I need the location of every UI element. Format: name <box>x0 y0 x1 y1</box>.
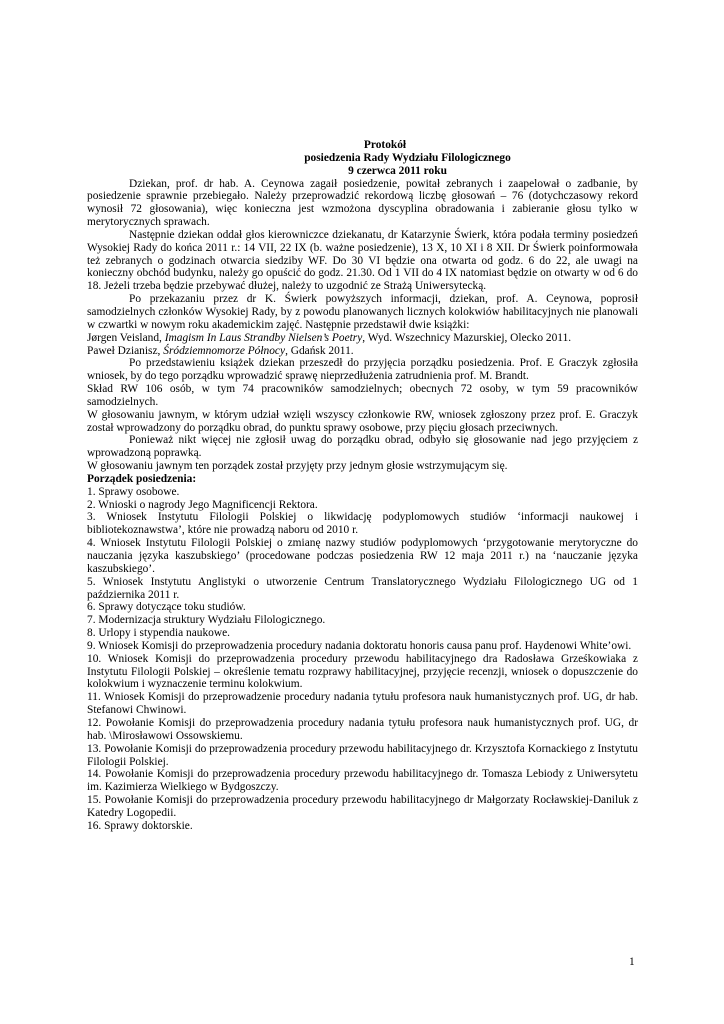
paragraph-dates: Następnie dziekan oddał głos kierowniczce dziekanatu, dr Katarzynie Świerk, która podała terminy posiedzeń Wysokiej Rady do końca 2011 r.: 14 VII, 22 IX (b. ważne posiedzenie), 13 X, 10 XI i 8 XII. Dr Świerk poinformowała też zebranych o godzinach otwarcia siedziby WF. Do 30 VI będzie ona otwarta od godz. 6 do 22, ale uwagi na konieczny obchód budynku, należy go opuścić do godz. 21.30. Od 1 VII do 4 IX natomiast będzie on otwarty w od 6 do 18. Jeżeli trzeba będzie przebywać dłużej, należy to uzgodnić ze Strażą Uniwersytecką. <box>87 228 638 293</box>
paragraph-agenda-vote: Ponieważ nikt więcej nie zgłosił uwag do porządku obrad, odbyło się głosowanie nad jego przyjęciem z wprowadzoną poprawką. <box>87 434 638 460</box>
document-title <box>87 139 638 178</box>
agenda-item: 13. Powołanie Komisji do przeprowadzenia procedury przewodu habilitacyjnego dr. Krzysztofa Kornackiego z Instytutu Filologii Polskiej. <box>87 742 638 768</box>
title-line-1: Protokół <box>363 139 407 151</box>
book-entry-2 <box>87 345 638 358</box>
paragraph-agenda-accepted: W głosowaniu jawnym ten porządek został przyjęty przy jednym głosie wstrzymującym się. <box>87 460 508 473</box>
document-page <box>87 139 638 833</box>
agenda-item: 1. Sprawy osobowe. <box>87 485 180 498</box>
book-2-details: , Gdańsk 2011. <box>285 344 354 357</box>
book-1-details: , Wyd. Wszechnicy Mazurskiej, Olecko 2011. <box>362 331 572 344</box>
book-2-author: Paweł Dzianisz, <box>87 344 161 357</box>
agenda-item: 8. Urlopy i stypendia naukowe. <box>87 627 230 640</box>
paragraph-motion: Po przedstawieniu książek dziekan przeszedł do przyjęcia porządku posiedzenia. Prof. E Graczyk zgłosiła wniosek, by do tego porządku wprowadzić sprawę nieprzedłużenia zatrudnienia prof. M. Brandt. <box>87 357 638 383</box>
paragraph-opening: Dziekan, prof. dr hab. A. Ceynowa zagaił posiedzenie, powitał zebranych i zaapelował o zadbanie, by posiedzenie sprawnie przebiegało. Należy przeprowadzić rekordową liczbę głosowań – 76 (dotychczasowy rekord wynosił 72 głosowania), więc konieczna jest wzmożona dyscyplina obradowania i zabieranie głosu tylko w merytorycznych sprawach. <box>87 177 638 229</box>
book-1-author: Jørgen Veisland, <box>87 331 162 344</box>
paragraph-books-intro: Po przekazaniu przez dr K. Świerk powyższych informacji, dziekan, prof. A. Ceynowa, poprosił samodzielnych członków Wysokiej Rady, by z powodu planowanych licznych kolokwiów habilitacyjnych nie planowali w czwartki w nowym roku akademickim zajęć. Następnie przedstawił dwie książki: <box>87 293 638 331</box>
agenda-item: 16. Sprawy doktorskie. <box>87 819 193 832</box>
agenda-heading: Porządek posiedzenia: <box>87 472 197 485</box>
agenda-item: 3. Wniosek Instytutu Filologii Polskiej o likwidację podyplomowych studiów ‘informacji naukowej i bibliotekoznawstwa’, które nie prowadzą naboru od 2010 r. <box>87 511 638 537</box>
paragraph-council-composition: Skład RW 106 osób, w tym 74 pracowników samodzielnych; obecnych 72 osoby, w tym 59 pracowników samodzielnych. <box>87 383 638 408</box>
agenda-item: 14. Powołanie Komisji do przeprowadzenia procedury przewodu habilitacyjnego dr. Tomasza Lebiody z Uniwersytetu im. Kazimierza Wielkiego w Bydgoszczy. <box>87 768 638 794</box>
agenda-item: 5. Wniosek Instytutu Anglistyki o utworzenie Centrum Translatorycznego Wydziału Filologicznego UG od 1 października 2011 r. <box>87 575 638 601</box>
agenda-item: 10. Wniosek Komisji do przeprowadzenia procedury przewodu habilitacyjnego dra Radosława Grześkowiaka z Instytutu Filologii Polskiej – określenie tematu rozprawy habilitacyjnej, przyjęcie recenzji, wniosek o dopuszczenie do kolokwium i wyznaczenie terminu kolokwium. <box>87 652 638 691</box>
agenda-item: 15. Powołanie Komisji do przeprowadzenia procedury przewodu habilitacyjnego dr Małgorzaty Rocławskiej-Daniluk z Katedry Logopedii. <box>87 794 638 819</box>
agenda-item: 2. Wnioski o nagrody Jego Magnificencji Rektora. <box>87 498 318 511</box>
agenda-list <box>87 486 638 833</box>
agenda-item: 9. Wniosek Komisji do przeprowadzenia procedury nadania doktoratu honoris causa panu prof. Haydenowi White’owi. <box>87 639 632 652</box>
page-number: 1 <box>629 956 635 968</box>
agenda-item: 7. Modernizacja struktury Wydziału Filologicznego. <box>87 614 326 627</box>
book-2-title: Śródziemnomorze Północy <box>163 344 286 357</box>
agenda-item: 4. Wniosek Instytutu Filologii Polskiej o zmianę nazwy studiów podyplomowych ‘przygotowanie merytoryczne do nauczania języka kaszubskiego’ (procedowane podczas posiedzenia RW 12 maja 2011 r.) na ‘nauczanie języka kaszubskiego’. <box>87 537 638 575</box>
agenda-item: 11. Wniosek Komisji do przeprowadzenie procedury nadania tytułu profesora nauk humanistycznych prof. UG, dr hab. Stefanowi Chwinowi. <box>87 691 638 717</box>
agenda-item: 6. Sprawy dotyczące toku studiów. <box>87 601 246 614</box>
paragraph-vote-result: W głosowaniu jawnym, w którym udział wzięli wszyscy członkowie RW, wniosek zgłoszony przez prof. E. Graczyk został wprowadzony do porządku obrad, do punktu sprawy osobowe, przy pięciu głosach przeciwnych. <box>87 408 638 434</box>
agenda-item: 12. Powołanie Komisji do przeprowadzenia procedury nadania tytułu profesora nauk humanistycznych prof. UG, dr hab. \Mirosławowi Ossowskiemu. <box>87 716 638 742</box>
book-entry-1 <box>87 332 638 345</box>
title-line-3: 9 czerwca 2011 roku <box>348 164 447 177</box>
book-1-title: Imagism In Laus Strandby Nielsen’s Poetry <box>164 331 363 344</box>
title-line-2: posiedzenia Rady Wydziału Filologicznego <box>304 151 511 164</box>
